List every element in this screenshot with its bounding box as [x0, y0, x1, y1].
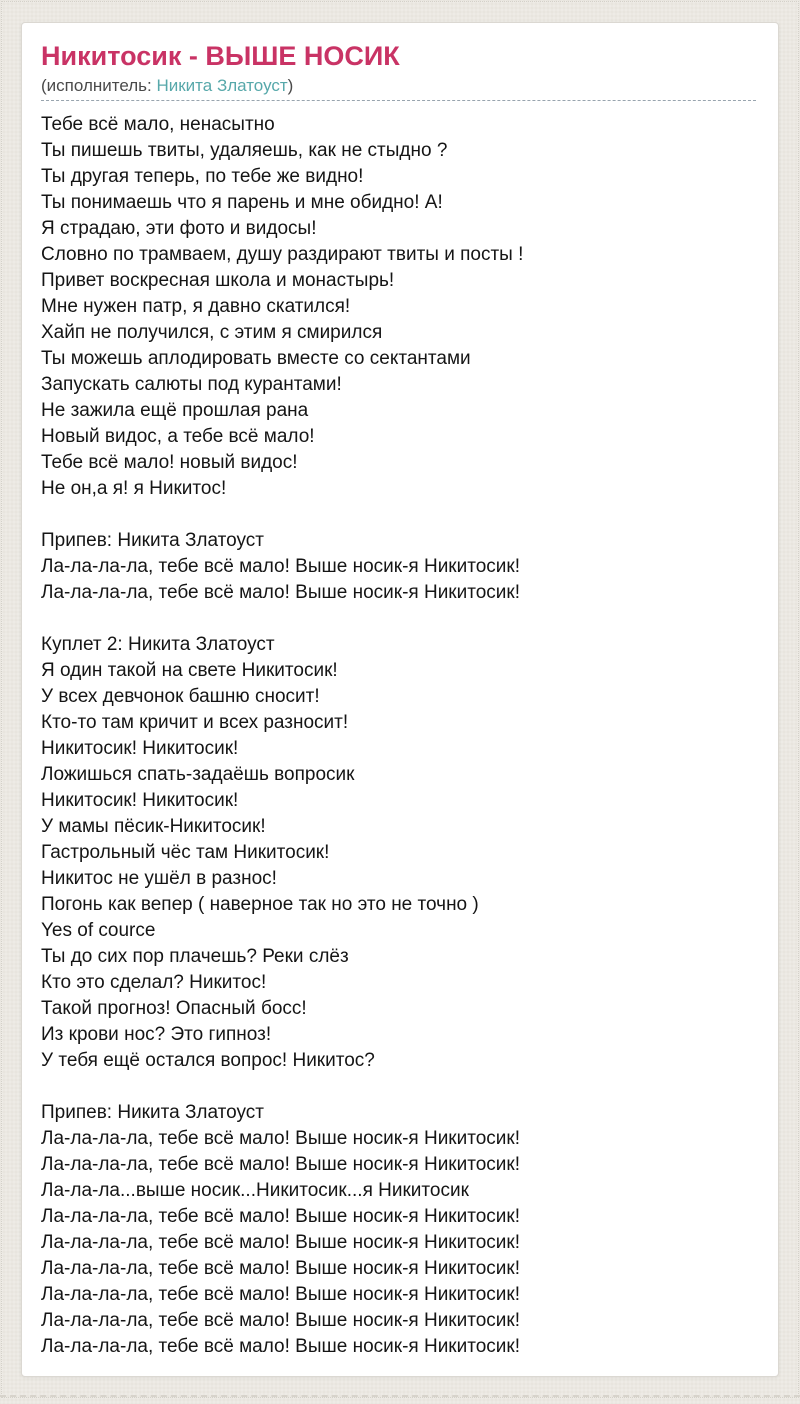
lyric-line: Не он,а я! я Никитос! [41, 478, 227, 499]
lyric-line: Запускать салюты под курантами! [41, 374, 342, 395]
lyric-line: Припев: Никита Златоуст [41, 530, 264, 551]
lyric-line: Ла-ла-ла-ла, тебе всё мало! Выше носик-я Никитосик! [41, 1258, 520, 1279]
artist-line [41, 75, 756, 97]
lyric-line: Новый видос, а тебе всё мало! [41, 426, 315, 447]
lyric-line: Ла-ла-ла-ла, тебе всё мало! Выше носик-я Никитосик! [41, 1232, 520, 1253]
lyric-line: Куплет 2: Никита Златоуст [41, 634, 275, 655]
song-title: Никитосик - ВЫШЕ НОСИК [41, 41, 400, 71]
lyric-line: Гастрольный чёс там Никитосик! [41, 842, 330, 863]
lyric-line: Ты другая теперь, по тебе же видно! [41, 166, 364, 187]
lyric-line: У тебя ещё остался вопрос! Никитос? [41, 1050, 375, 1071]
lyric-line: Yes of cource [41, 920, 156, 941]
lyric-line: Ла-ла-ла...выше носик...Никитосик...я Никитосик [41, 1180, 469, 1201]
lyric-line: Ла-ла-ла-ла, тебе всё мало! Выше носик-я Никитосик! [41, 556, 520, 577]
lyric-line: Я один такой на свете Никитосик! [41, 660, 338, 681]
lyric-line: Ты понимаешь что я парень и мне обидно! А! [41, 192, 443, 213]
lyric-line: Ла-ла-ла-ла, тебе всё мало! Выше носик-я Никитосик! [41, 1128, 520, 1149]
lyric-line: Словно по трамваем, душу раздирают твиты и посты ! [41, 244, 524, 265]
lyric-line: Ты до сих пор плачешь? Реки слёз [41, 946, 349, 967]
lyric-line: Ложишься спать-задаёшь вопросик [41, 764, 355, 785]
footer-separator [0, 1395, 800, 1397]
lyric-line: Ла-ла-ла-ла, тебе всё мало! Выше носик-я Никитосик! [41, 1336, 520, 1357]
lyric-line: Ла-ла-ла-ла, тебе всё мало! Выше носик-я Никитосик! [41, 582, 520, 603]
lyric-line: Ла-ла-ла-ла, тебе всё мало! Выше носик-я Никитосик! [41, 1284, 520, 1305]
artist-suffix: ) [287, 76, 294, 95]
lyric-line: У всех девчонок башню сносит! [41, 686, 320, 707]
lyric-line: Никитосик! Никитосик! [41, 738, 239, 759]
lyric-line: Кто-то там кричит и всех разносит! [41, 712, 349, 733]
lyric-line: Ты можешь аплодировать вместе со сектантами [41, 348, 471, 369]
lyric-line: Такой прогноз! Опасный босс! [41, 998, 307, 1019]
lyric-line: Ла-ла-ла-ла, тебе всё мало! Выше носик-я Никитосик! [41, 1310, 520, 1331]
lyric-line: Хайп не получился, с этим я смирился [41, 322, 383, 343]
lyric-line: Привет воскресная школа и монастырь! [41, 270, 395, 291]
lyric-line [41, 1074, 756, 1100]
lyric-line: У мамы пёсик-Никитосик! [41, 816, 266, 837]
lyric-line: Ла-ла-ла-ла, тебе всё мало! Выше носик-я Никитосик! [41, 1206, 520, 1227]
lyric-line: Ты пишешь твиты, удаляешь, как не стыдно ? [41, 140, 448, 161]
lyric-line: Тебе всё мало! новый видос! [41, 452, 298, 473]
lyric-line: Припев: Никита Златоуст [41, 1102, 264, 1123]
lyric-line: Я страдаю, эти фото и видосы! [41, 218, 317, 239]
lyric-line: Мне нужен патр, я давно скатился! [41, 296, 351, 317]
song-header [41, 39, 756, 101]
artist-link[interactable]: Никита Златоуст [156, 76, 288, 95]
artist-prefix: (исполнитель: [41, 76, 152, 95]
lyric-line: Погонь как вепер ( наверное так но это не точно ) [41, 894, 479, 915]
lyric-line: Кто это сделал? Никитос! [41, 972, 267, 993]
lyric-line [41, 502, 756, 528]
lyric-line: Тебе всё мало, ненасытно [41, 114, 275, 135]
lyrics-block [41, 112, 756, 1360]
lyric-line: Ла-ла-ла-ла, тебе всё мало! Выше носик-я Никитосик! [41, 1154, 520, 1175]
lyric-line: Никитосик! Никитосик! [41, 790, 239, 811]
lyric-line: Из крови нос? Это гипноз! [41, 1024, 272, 1045]
lyrics-card [21, 22, 779, 1377]
lyric-line: Никитос не ушёл в разнос! [41, 868, 277, 889]
lyric-line: Не зажила ещё прошлая рана [41, 400, 309, 421]
lyric-line [41, 606, 756, 632]
